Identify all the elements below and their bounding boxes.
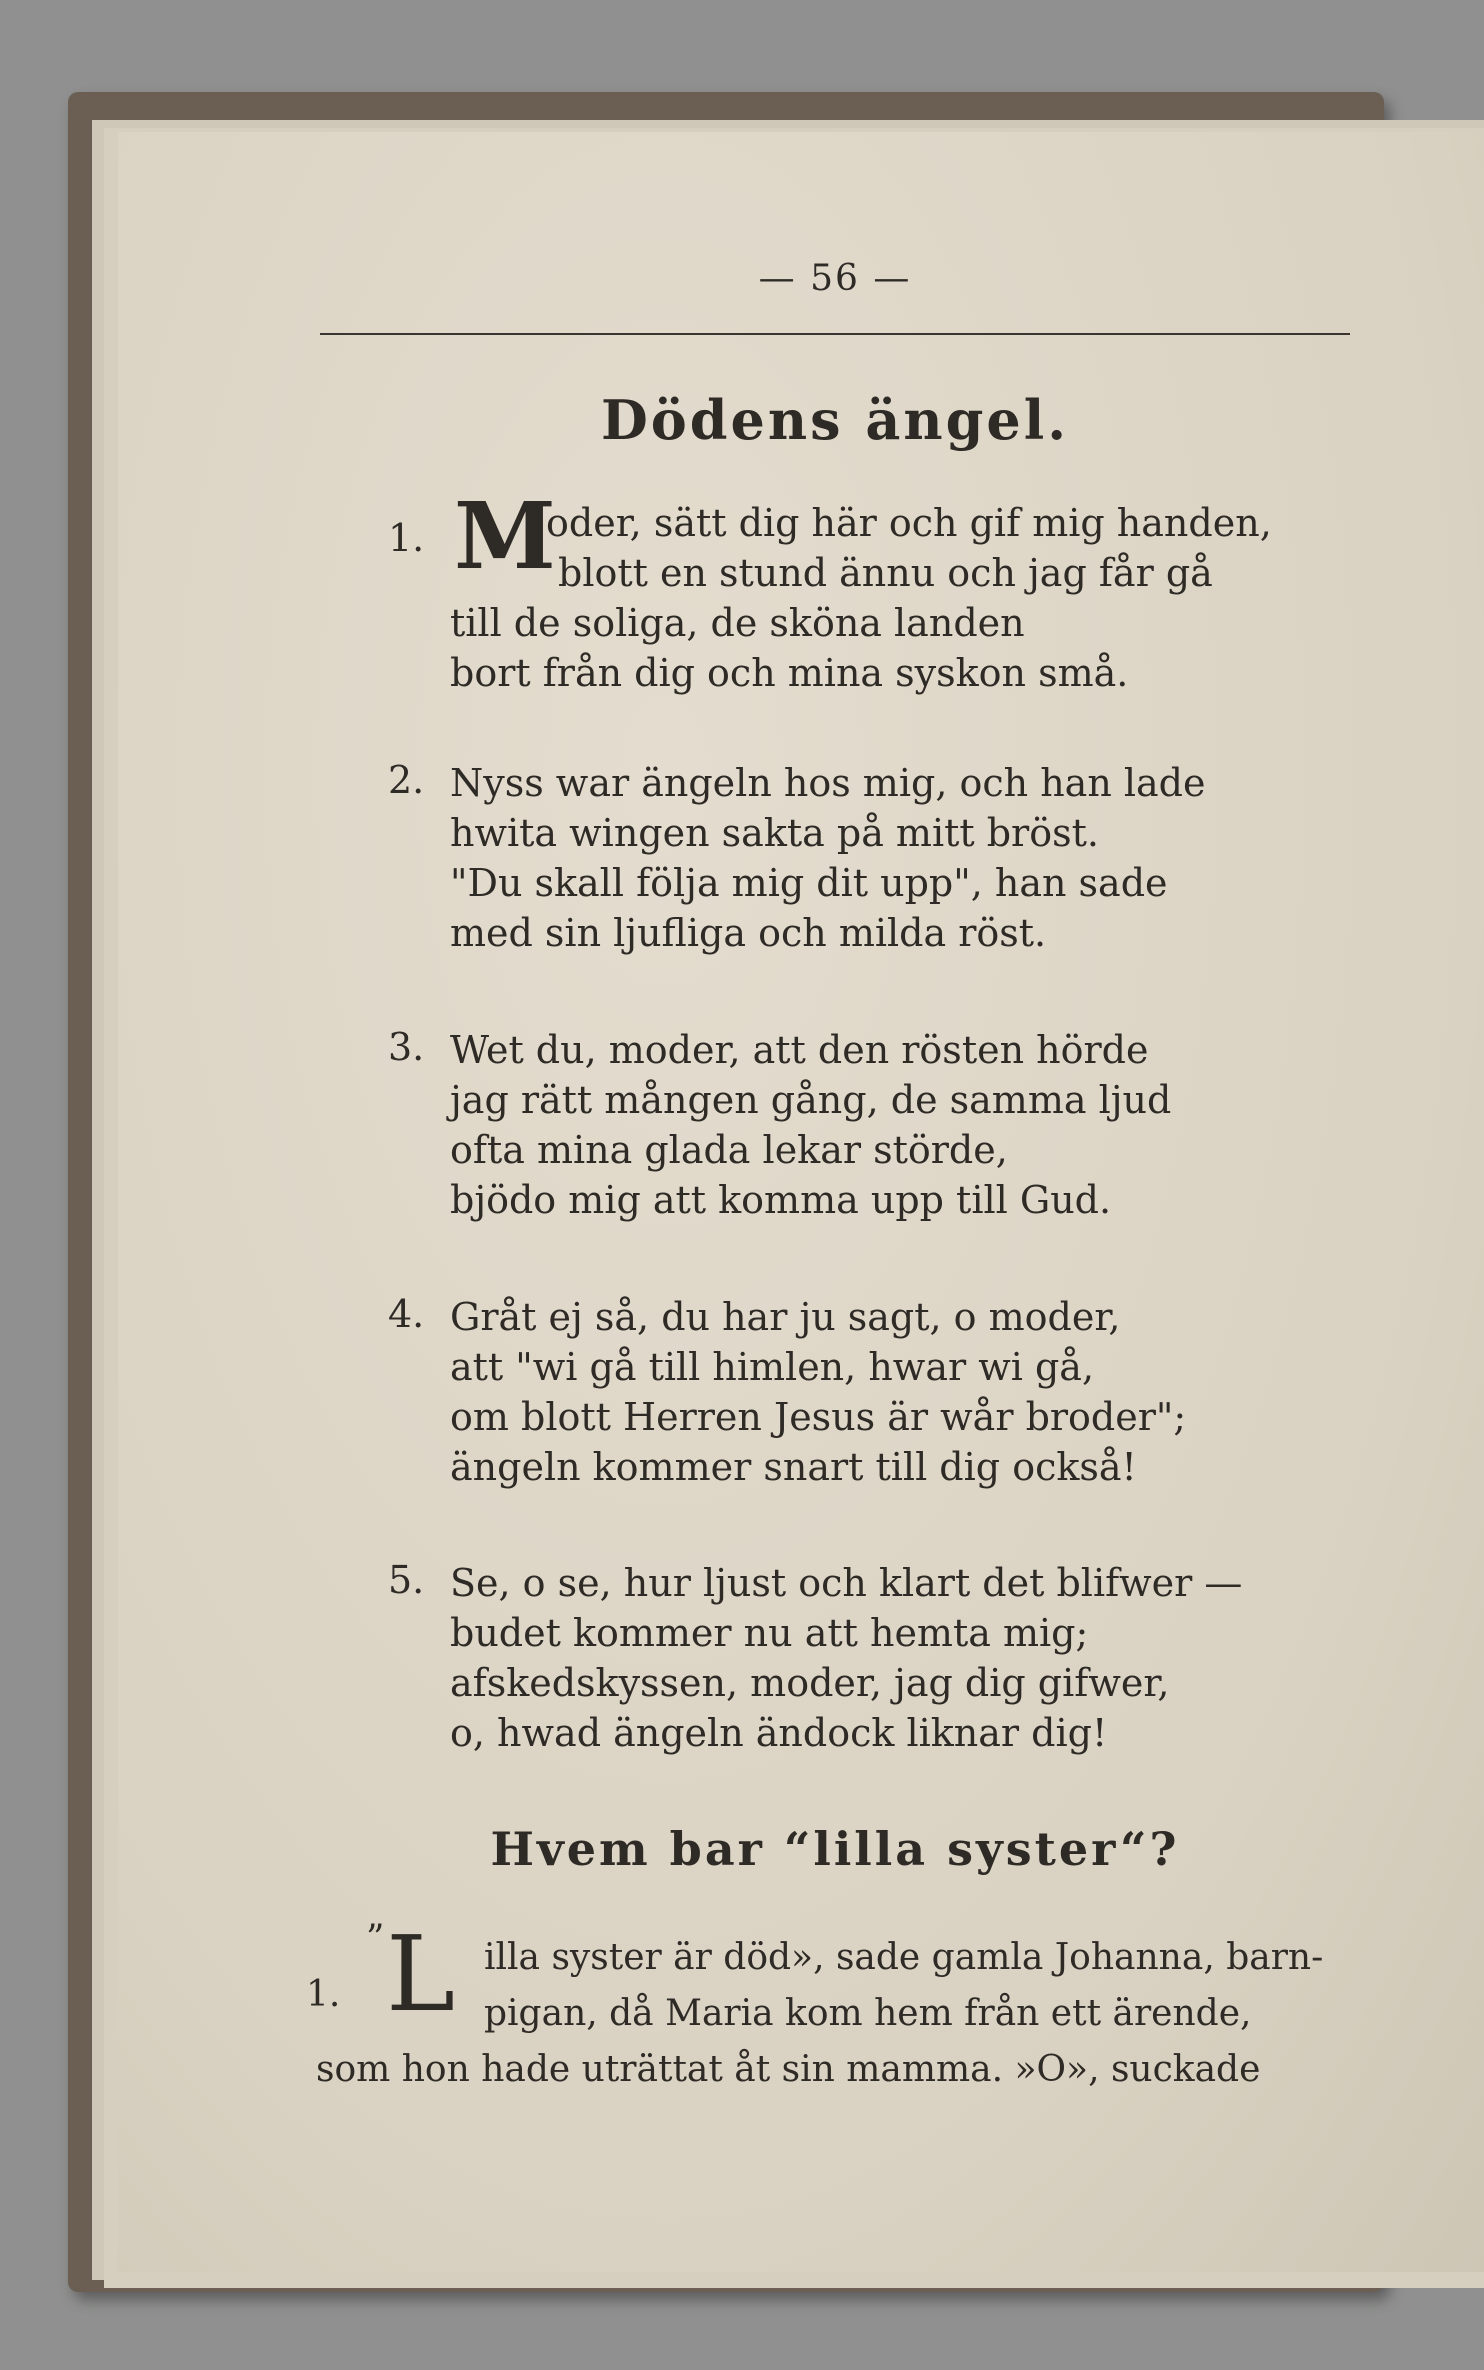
stanza-line: jag rätt mången gång, de samma ljud — [450, 1078, 1172, 1122]
opening-quote: ” — [366, 1918, 385, 1959]
stanza-line: om blott Herren Jesus är wår broder"; — [450, 1395, 1187, 1439]
stanza-line: Wet du, moder, att den rösten hörde — [450, 1028, 1149, 1072]
stanza-line: till de soliga, de sköna landen — [450, 601, 1025, 645]
stanza-line: med sin ljufliga och milda röst. — [450, 911, 1047, 955]
stanza-4 — [388, 1292, 1270, 1492]
stanza-line: ängeln kommer snart till dig också! — [450, 1445, 1137, 1489]
poem-title: Dödens ängel. — [600, 388, 1070, 452]
stanza-number: 4. — [388, 1292, 425, 1336]
stanza-number: 3. — [388, 1025, 425, 1069]
stanza-line: afskedskyssen, moder, jag dig gifwer, — [450, 1661, 1170, 1705]
stanza-5 — [388, 1558, 1270, 1758]
stanza-number: 5. — [388, 1558, 425, 1602]
paragraph-number: 1. — [306, 1974, 341, 2015]
stanza-line: oder, sätt dig här och gif mig handen, — [546, 501, 1272, 545]
story-line: illa syster är död», sade gamla Johanna, barn- — [484, 1937, 1324, 1978]
stanza-line: ofta mina glada lekar störde, — [450, 1128, 1008, 1172]
story-text — [306, 1913, 1350, 2098]
stanza-number: 1. — [388, 516, 425, 560]
stanza-line: bjödo mig att komma upp till Gud. — [450, 1178, 1112, 1222]
stanza-line: att "wi gå till himlen, hwar wi gå, — [450, 1345, 1095, 1389]
header-rule — [320, 333, 1350, 335]
stanza-3 — [388, 1025, 1270, 1225]
drop-cap: M — [454, 482, 556, 590]
stanza-line: Se, o se, hur ljust och klart det blifwer — — [450, 1561, 1243, 1605]
page-number: — 56 — — [758, 258, 912, 299]
stanza-2 — [388, 758, 1270, 958]
stanza-line: "Du skall följa mig dit upp", han sade — [450, 861, 1168, 905]
stanza-line: blott en stund ännu och jag får gå — [558, 551, 1213, 595]
story-title: Hvem bar “lilla syster“? — [490, 1822, 1180, 1876]
stanza-line: o, hwad ängeln ändock liknar dig! — [450, 1711, 1108, 1755]
stanza-1 — [388, 482, 1272, 698]
stanza-line: budet kommer nu att hemta mig; — [450, 1611, 1089, 1655]
story-line: som hon hade uträttat åt sin mamma. »O», suckade — [316, 2049, 1261, 2090]
stanza-number: 2. — [388, 758, 425, 802]
story-line: pigan, då Maria kom hem från ett ärende, — [484, 1993, 1252, 2034]
stanza-line: Nyss war ängeln hos mig, och han lade — [450, 761, 1206, 805]
stanza-line: hwita wingen sakta på mitt bröst. — [450, 811, 1099, 855]
drop-cap: L — [386, 1913, 456, 2035]
stanza-line: bort från dig och mina syskon små. — [450, 651, 1129, 695]
stanza-line: Gråt ej så, du har ju sagt, o moder, — [450, 1295, 1121, 1339]
